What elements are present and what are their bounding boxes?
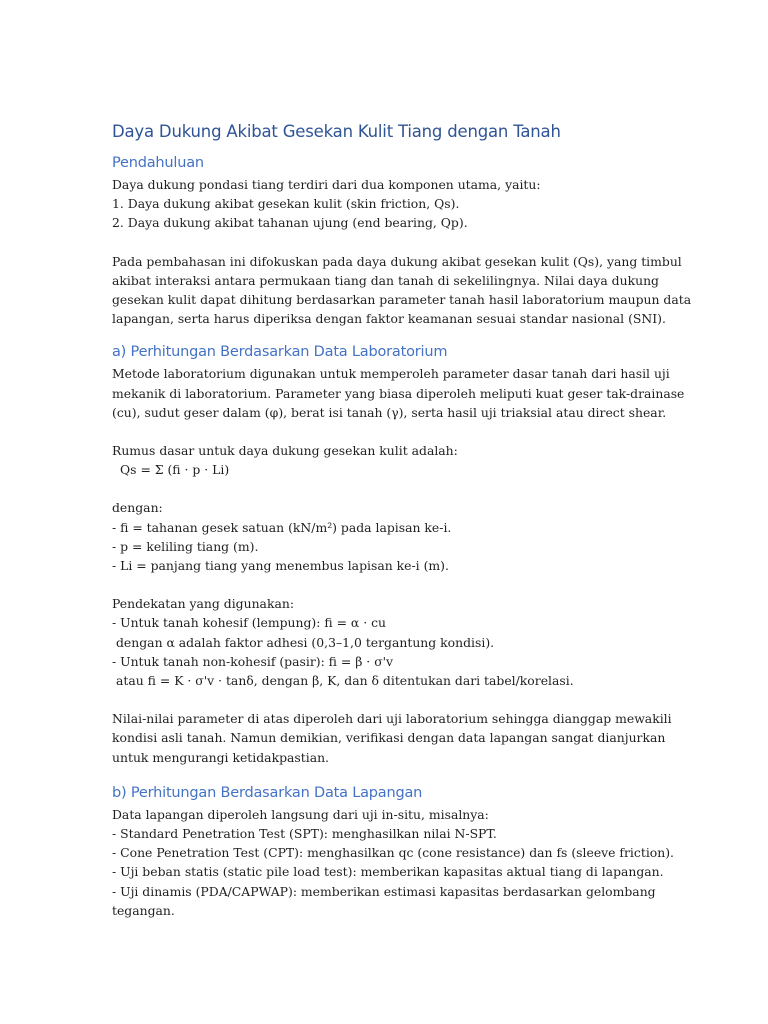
formula-intro: Rumus dasar untuk daya dukung gesekan kulit adalah: bbox=[112, 443, 458, 459]
list-item: tegangan. bbox=[112, 902, 175, 918]
heading-pendahuluan: Pendahuluan bbox=[112, 155, 204, 171]
approach-intro: Pendekatan yang digunakan: bbox=[112, 596, 294, 612]
paragraph-line: kondisi asli tanah. Namun demikian, verifikasi dengan data lapangan sangat dianjurkan bbox=[112, 730, 666, 746]
paragraph-line: untuk mengurangi ketidakpastian. bbox=[112, 749, 329, 765]
paragraph-line: Metode laboratorium digunakan untuk memperoleh parameter dasar tanah dari hasil uji bbox=[112, 366, 670, 382]
list-item: - Cone Penetration Test (CPT): menghasilkan qc (cone resistance) dan fs (sleeve friction). bbox=[112, 845, 674, 861]
formula: Qs = Σ (fi · p · Li) bbox=[120, 462, 230, 478]
list-item: 1. Daya dukung akibat gesekan kulit (skin friction, Qs). bbox=[112, 196, 460, 212]
paragraph-line: Nilai-nilai parameter di atas diperoleh dari uji laboratorium sehingga dianggap mewakili bbox=[112, 711, 672, 727]
paragraph-line: gesekan kulit dapat dihitung berdasarkan parameter tanah hasil laboratorium maupun data bbox=[112, 292, 692, 308]
list-item-note: atau fi = K · σ'v · tanδ, dengan β, K, dan δ ditentukan dari tabel/korelasi. bbox=[116, 673, 574, 689]
list-item: 2. Daya dukung akibat tahanan ujung (end bearing, Qp). bbox=[112, 215, 468, 231]
list-item: - Standard Penetration Test (SPT): menghasilkan nilai N-SPT. bbox=[112, 826, 497, 842]
document-title: Daya Dukung Akibat Gesekan Kulit Tiang dengan Tanah bbox=[112, 122, 561, 141]
paragraph-line: Daya dukung pondasi tiang terdiri dari dua komponen utama, yaitu: bbox=[112, 177, 541, 192]
heading-field: b) Perhitungan Berdasarkan Data Lapangan bbox=[112, 784, 423, 801]
paragraph-line: dengan: bbox=[112, 500, 163, 516]
list-item: - Untuk tanah kohesif (lempung): fi = α · cu bbox=[112, 615, 387, 631]
list-item-note: dengan α adalah faktor adhesi (0,3–1,0 tergantung kondisi). bbox=[116, 634, 495, 650]
list-item: - Li = panjang tiang yang menembus lapisan ke-i (m). bbox=[112, 558, 449, 574]
paragraph-line: akibat interaksi antara permukaan tiang dan tanah di sekelilingnya. Nilai daya dukung bbox=[112, 272, 659, 288]
paragraph-line: Data lapangan diperoleh langsung dari uji in-situ, misalnya: bbox=[112, 806, 489, 822]
paragraph-line: (cu), sudut geser dalam (φ), berat isi tanah (γ), serta hasil uji triaksial atau direct shear. bbox=[112, 404, 667, 420]
list-item: - Uji beban statis (static pile load test): memberikan kapasitas aktual tiang di lapangan. bbox=[112, 864, 664, 880]
document-body bbox=[112, 122, 692, 920]
list-item: - Uji dinamis (PDA/CAPWAP): memberikan estimasi kapasitas berdasarkan gelombang bbox=[112, 883, 656, 899]
paragraph-gap bbox=[112, 690, 672, 709]
heading-lab: a) Perhitungan Berdasarkan Data Laboratorium bbox=[112, 344, 448, 361]
paragraph-gap bbox=[112, 233, 672, 252]
paragraph-line: lapangan, serta harus diperiksa dengan faktor keamanan sesuai standar nasional (SNI). bbox=[112, 311, 666, 327]
list-item: - p = keliling tiang (m). bbox=[112, 538, 259, 554]
paragraph-gap bbox=[112, 422, 672, 441]
paragraph-gap bbox=[112, 575, 672, 594]
list-item: - fi = tahanan gesek satuan (kN/m²) pada lapisan ke-i. bbox=[112, 519, 452, 535]
paragraph-line: mekanik di laboratorium. Parameter yang biasa diperoleh meliputi kuat geser tak-drainase bbox=[112, 385, 685, 401]
list-item: - Untuk tanah non-kohesif (pasir): fi = β · σ'v bbox=[112, 653, 394, 669]
paragraph-line: Pada pembahasan ini difokuskan pada daya dukung akibat gesekan kulit (Qs), yang timbul bbox=[112, 253, 682, 269]
paragraph-gap bbox=[112, 479, 672, 498]
